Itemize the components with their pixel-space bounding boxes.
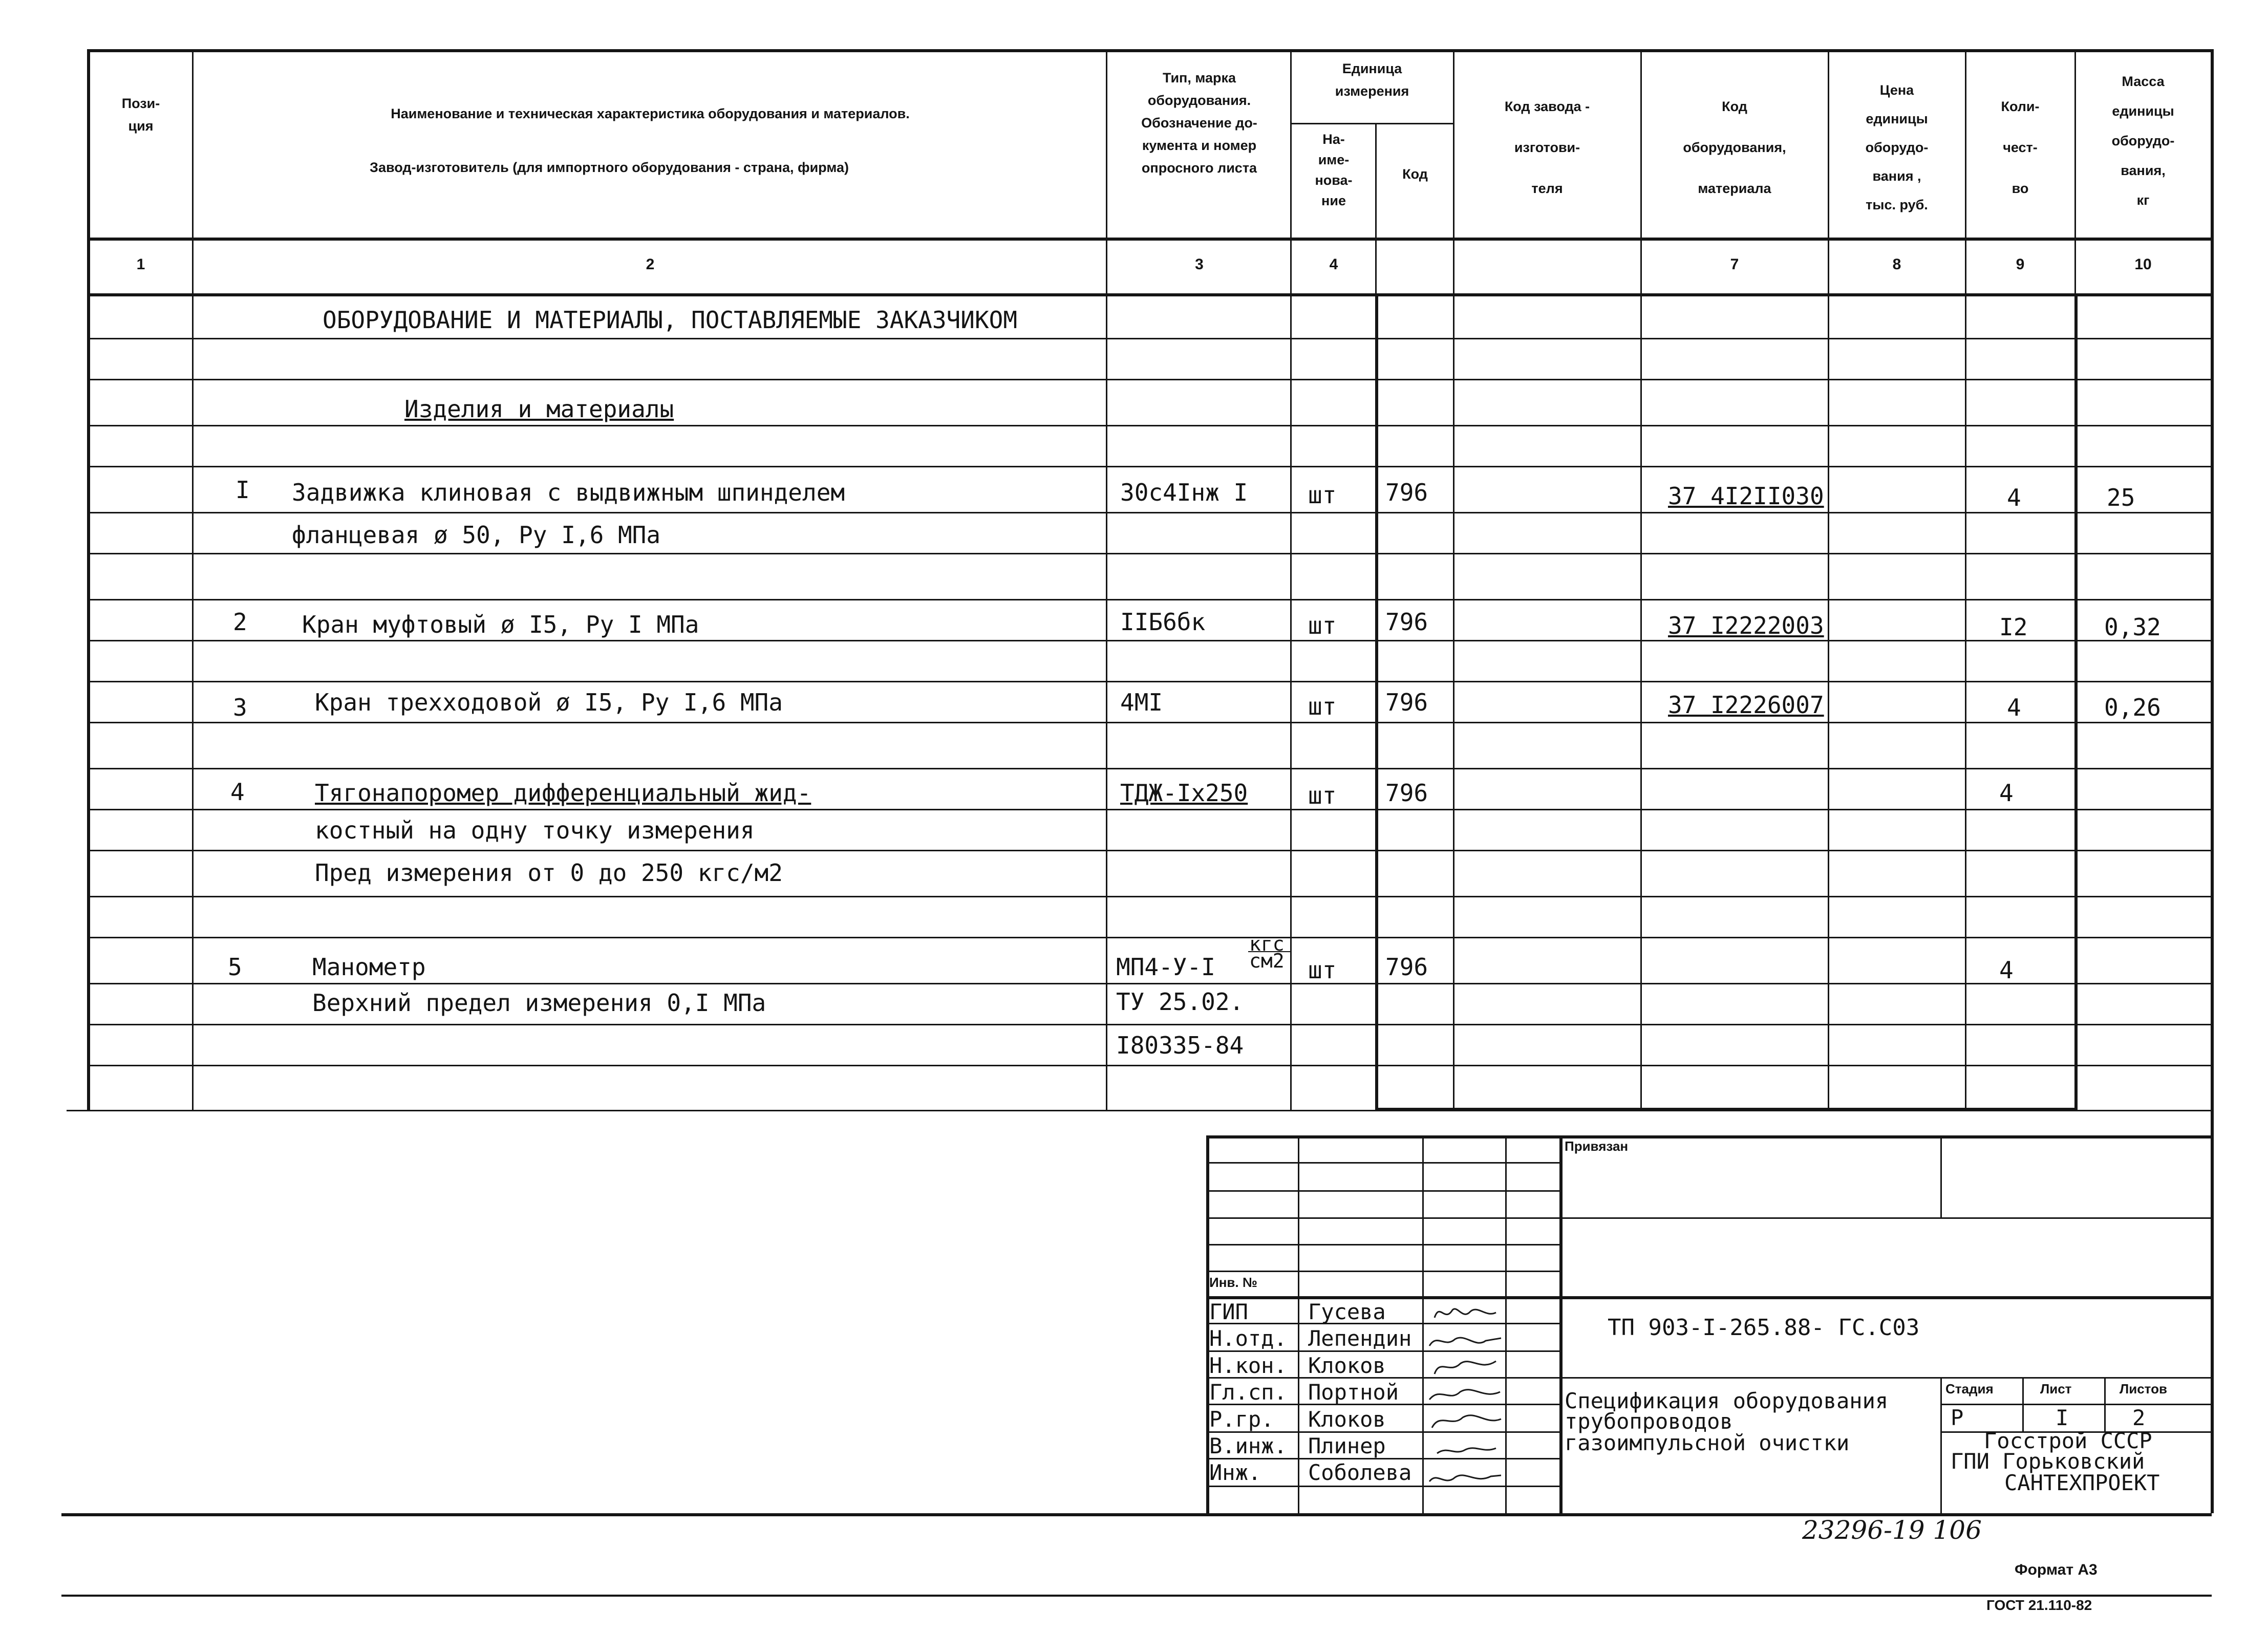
description-line: Спецификация оборудования (1565, 1388, 1889, 1413)
item-type: I80335-84 (1116, 1032, 1244, 1059)
header-quantity: Коли- чест- во (2001, 99, 2040, 196)
tb-doc-code-bottom (1559, 1377, 2212, 1379)
gost-label: ГОСТ 21.110-82 (1986, 1597, 2092, 1613)
row-line (87, 1065, 2212, 1066)
item-quantity: 4 (1999, 956, 2014, 984)
item-position: 4 (230, 778, 245, 806)
organization-line: Госстрой СССР (1984, 1428, 2152, 1453)
section-title: ОБОРУДОВАНИЕ И МАТЕРИАЛЫ, ПОСТАВЛЯЕМЫЕ ЗАКАЗЧИКОМ (323, 306, 1018, 334)
description-line: газоимпульсной очистки (1565, 1430, 1850, 1455)
item-type-unit-numerator: кгс (1249, 933, 1285, 955)
signature-klokov-2 (1432, 1415, 1501, 1428)
role: ГИП (1209, 1299, 1248, 1324)
col-sep-7 (1828, 49, 1829, 1110)
item-position: 2 (233, 608, 247, 636)
column-number: 4 (1329, 256, 1338, 273)
table-right-border (2211, 49, 2214, 1513)
sheets-value: 2 (2132, 1405, 2146, 1430)
item-unit-code: 796 (1385, 608, 1428, 636)
row-line (87, 640, 2212, 641)
row-line (87, 1024, 2212, 1025)
tb-attached-bottom (1559, 1217, 2212, 1219)
column-number: 1 (136, 256, 145, 273)
item-unit-code: 796 (1385, 479, 1428, 506)
item-unit-code: 796 (1385, 689, 1428, 716)
item-name: костный на одну точку измерения (315, 816, 755, 844)
row-line (87, 425, 2212, 426)
item-name: Верхний предел измерения 0,I МПа (312, 989, 766, 1017)
tb-desc-divider (1940, 1377, 1942, 1513)
inventory-label: Инв. № (1209, 1275, 1257, 1290)
document-code: ТП 903-I-265.88- ГС.С03 (1608, 1315, 1920, 1341)
item-position: 5 (228, 953, 242, 981)
header-unit-name: На- име- нова- ние (1315, 132, 1353, 208)
item-type: IIБ6бк (1120, 608, 1206, 636)
tb-row (1206, 1271, 1559, 1272)
table-bottom-border (67, 1110, 2212, 1111)
item-unit: шт (1308, 481, 1337, 509)
person-name: Гусева (1308, 1299, 1386, 1324)
item-mass: 25 (2107, 484, 2135, 511)
item-type: 4МI (1120, 689, 1163, 716)
signature-klokov (1435, 1361, 1496, 1374)
unit-group-divider (1290, 123, 1453, 124)
item-type: МП4-У-I (1116, 953, 1215, 981)
organization-line: ГПИ Горьковский (1951, 1449, 2145, 1474)
item-code: 37 I2226007 (1668, 691, 1824, 719)
column-number: 2 (646, 256, 655, 273)
column-number: 10 (2134, 256, 2152, 273)
header-price: Цена единицы оборудо- вания , тыс. руб. (1865, 82, 1929, 212)
stage-label: Стадия (1945, 1381, 1994, 1396)
header-type: Тип, марка оборудования. Обозначение до- кумента и номер опросного листа (1141, 70, 1257, 176)
col-sep-6 (1640, 49, 1642, 1110)
header-mass: Масса единицы оборудо- вания, кг (2111, 74, 2175, 208)
signature-lependin (1429, 1338, 1501, 1346)
description-line: трубопроводов (1565, 1409, 1733, 1434)
column-number: 8 (1892, 256, 1901, 273)
item-mass: 0,26 (2104, 694, 2161, 721)
row-line (87, 338, 2212, 339)
role: Инж. (1209, 1460, 1261, 1485)
row-line (87, 896, 2212, 897)
row-line (87, 512, 2212, 513)
row-line (87, 553, 2212, 554)
body-frame-left (1375, 293, 1378, 1110)
organization-line: САНТЕХПРОЕКТ (2004, 1470, 2160, 1495)
tb-attached-divider (1940, 1135, 1942, 1217)
row-line (87, 466, 2212, 467)
person-name: Портной (1308, 1380, 1399, 1405)
tb-row (1206, 1244, 1559, 1245)
footer-line (61, 1595, 2212, 1597)
tb-col (1505, 1135, 1507, 1513)
column-number: 7 (1730, 256, 1739, 273)
table-left-border (87, 49, 90, 1110)
role: В.инж. (1209, 1433, 1287, 1458)
tb-stage-divider (2022, 1377, 2024, 1431)
row-line (87, 681, 2212, 682)
col-sep-5 (1453, 49, 1454, 1110)
signature-portnoy (1429, 1390, 1500, 1400)
fraction-bar (1248, 951, 1290, 952)
item-type: ТДЖ-Iх250 (1120, 779, 1248, 807)
person-name: Плинер (1308, 1433, 1386, 1458)
header-position: Пози- ция (121, 96, 160, 134)
item-quantity: 4 (1999, 779, 2014, 807)
item-position: 3 (233, 694, 247, 721)
section-subtitle: Изделия и материалы (404, 395, 674, 423)
header-name-line2: Завод-изготовитель (для импортного оборудования - страна, фирма) (370, 160, 849, 175)
stage-value: Р (1951, 1405, 1964, 1430)
signature-soboleva (1429, 1475, 1501, 1481)
item-type: 30с4Iнж I (1120, 479, 1248, 506)
col-sep-8 (1965, 49, 1966, 1110)
column-number: 9 (2016, 256, 2025, 273)
item-position: I (236, 476, 250, 504)
header-plant-code: Код завода - изготови- теля (1504, 99, 1590, 196)
item-name: Манометр (312, 953, 426, 981)
signature-gusev (1435, 1309, 1496, 1318)
header-equipment-code: Код оборудования, материала (1683, 99, 1786, 196)
person-name: Клоков (1308, 1353, 1386, 1378)
handwritten-archive-number: 23296-19 106 (1802, 1515, 1982, 1545)
sheet-value: I (2056, 1405, 2069, 1430)
tb-col (1559, 1135, 1563, 1513)
item-unit-code: 796 (1385, 779, 1428, 807)
sheet-label: Лист (2040, 1381, 2072, 1396)
row-line (87, 599, 2212, 600)
item-unit: шт (1308, 693, 1337, 720)
row-line (87, 768, 2212, 769)
role: Гл.сп. (1209, 1380, 1287, 1405)
item-quantity: 4 (2007, 694, 2021, 721)
row-line (87, 809, 2212, 810)
item-type-unit-denominator: см2 (1249, 950, 1285, 972)
col-sep-3 (1290, 49, 1292, 1110)
table-top-border (87, 49, 2212, 52)
tb-row (1206, 1190, 1559, 1192)
header-unit-code: Код (1402, 166, 1428, 182)
col-sep-1 (192, 49, 194, 1110)
person-name: Лепендин (1308, 1326, 1412, 1351)
attached-label: Привязан (1565, 1138, 1629, 1154)
item-name: Тягонапоромер дифференциальный жид- (315, 779, 811, 807)
column-number-row-border (87, 293, 2212, 296)
person-name: Соболева (1308, 1460, 1412, 1485)
col-sep-2 (1106, 49, 1107, 1110)
role: Р.гр. (1209, 1407, 1274, 1432)
header-name-line1: Наименование и техническая характеристика оборудования и материалов. (391, 106, 910, 121)
item-unit: шт (1308, 782, 1337, 809)
item-unit: шт (1308, 612, 1337, 639)
item-name: Задвижка клиновая с выдвижным шпинделем (292, 479, 845, 506)
tb-col (1298, 1135, 1299, 1513)
row-line (87, 379, 2212, 380)
sheets-label: Листов (2120, 1381, 2167, 1396)
header-unit-group: Единица измерения (1335, 61, 1409, 99)
person-name: Клоков (1308, 1407, 1386, 1432)
item-quantity: 4 (2007, 484, 2021, 511)
body-frame-right (2074, 293, 2078, 1110)
role: Н.отд. (1209, 1326, 1287, 1351)
role: Н.кон. (1209, 1353, 1287, 1378)
tb-stage-header-bottom (1940, 1404, 2212, 1405)
item-unit-code: 796 (1385, 953, 1428, 981)
column-number: 3 (1195, 256, 1204, 273)
item-name: Кран трехходовой ø I5, Ру I,6 МПа (315, 689, 783, 716)
item-quantity: I2 (1999, 613, 2028, 641)
item-name: фланцевая ø 50, Ру I,6 МПа (292, 521, 661, 549)
format-label: Формат А3 (2015, 1561, 2098, 1578)
signature-pliner (1437, 1448, 1496, 1453)
item-unit: шт (1308, 956, 1337, 984)
row-line (87, 850, 2212, 851)
item-name: Кран муфтовый ø I5, Ру I МПа (302, 611, 699, 638)
item-code: 37 4I2II030 (1668, 482, 1824, 510)
header-bottom-border (87, 238, 2212, 241)
tb-row (1206, 1162, 1559, 1164)
tb-sheet-divider (2104, 1377, 2106, 1431)
item-mass: 0,32 (2104, 613, 2161, 641)
item-code: 37 I2222003 (1668, 612, 1824, 639)
item-type: ТУ 25.02. (1116, 988, 1244, 1016)
row-line (87, 983, 2212, 984)
row-line (87, 722, 2212, 723)
title-block-top (1206, 1135, 2212, 1138)
row-line (87, 937, 2212, 938)
tb-col (1422, 1135, 1424, 1513)
tb-row (1206, 1486, 1559, 1487)
tb-row (1206, 1217, 1559, 1219)
signature-column (1424, 1297, 1504, 1512)
item-name: Пред измерения от 0 до 250 кгс/м2 (315, 859, 783, 887)
